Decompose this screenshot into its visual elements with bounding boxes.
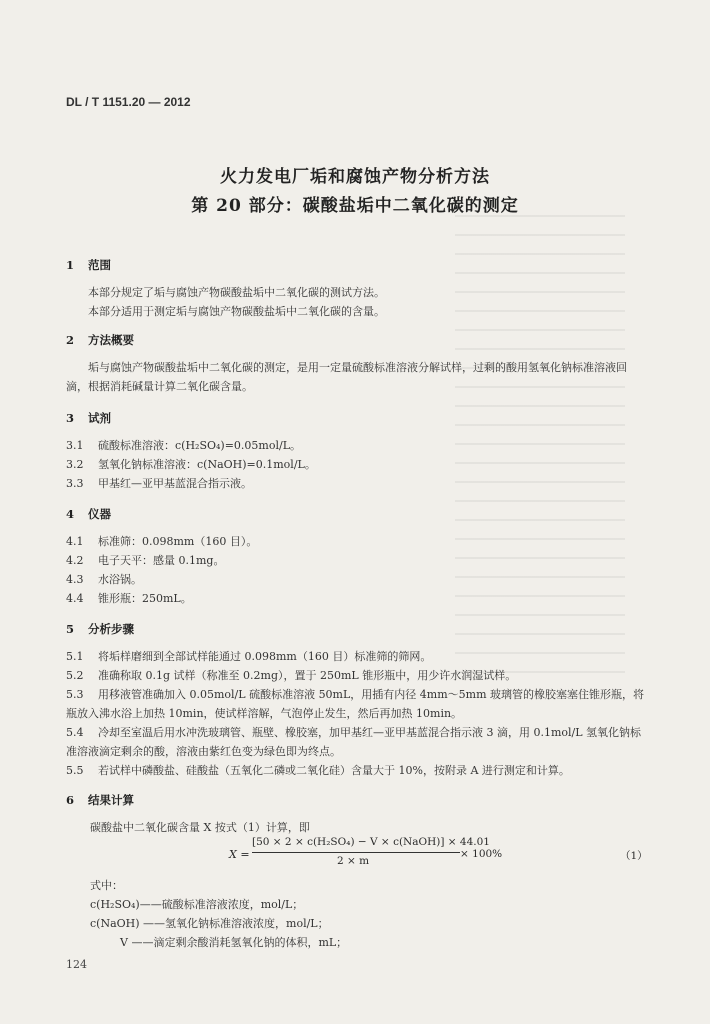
section-title: 仪器	[88, 507, 111, 521]
list-item	[66, 474, 644, 493]
item-text: 甲基红—亚甲基蓝混合指示液。	[98, 477, 252, 490]
section-number: 2	[66, 333, 75, 347]
paragraph: 碳酸盐中二氧化碳含量 X 按式（1）计算，即	[90, 821, 310, 834]
item-number: 5.4	[66, 726, 84, 739]
list-item	[66, 551, 644, 570]
item-number: 4.2	[66, 554, 84, 567]
list-item	[66, 685, 644, 723]
document-subtitle: 第 20 部分：碳酸盐垢中二氧化碳的测定	[191, 196, 519, 216]
item-text: 硫酸标准溶液：c(H₂SO₄)=0.05mol/L。	[98, 439, 301, 452]
item-number: 5.1	[66, 650, 84, 663]
section-number: 4	[66, 507, 75, 521]
item-number: 5.3	[66, 688, 84, 701]
item-text: 标准筛：0.098mm（160 目）。	[98, 535, 258, 548]
item-text: 锥形瓶：250mL。	[98, 592, 192, 605]
item-number: 4.4	[66, 592, 84, 605]
section-title: 范围	[88, 258, 111, 272]
formula-1	[0, 836, 710, 876]
equation-number: （1）	[620, 850, 648, 862]
item-number: 5.5	[66, 764, 84, 777]
list-item	[66, 761, 644, 780]
formula-numerator: [50 × 2 × c(H₂SO₄) − V × c(NaOH)] × 44.01	[252, 836, 490, 848]
section-number: 6	[66, 793, 75, 807]
formula-denominator: 2 × m	[337, 855, 370, 867]
item-number: 3.1	[66, 439, 84, 452]
fraction-bar	[252, 852, 460, 853]
section-title: 结果计算	[88, 793, 134, 807]
item-text: 若试样中磷酸盐、硅酸盐（五氧化二磷或二氧化硅）含量大于 10%，按附录 A 进行测定和计算。	[98, 764, 570, 777]
item-number: 5.2	[66, 669, 84, 682]
list-item	[66, 589, 644, 608]
item-text: 冷却至室温后用水冲洗玻璃管、瓶壁、橡胶塞，加甲基红—亚甲基蓝混合指示液 3 滴，用 0.1mol/L 氢氧化钠标准溶液滴定剩余的酸，溶液由紫红色变为绿色即为终点。	[66, 726, 642, 758]
list-item	[66, 532, 644, 551]
paragraph: 本部分规定了垢与腐蚀产物碳酸盐垢中二氧化碳的测试方法。	[88, 286, 385, 299]
section-heading-4	[66, 506, 111, 522]
item-text: 氢氧化钠标准溶液：c(NaOH)=0.1mol/L。	[98, 458, 316, 471]
item-text: 用移液管准确加入 0.05mol/L 硫酸标准溶液 50mL，用插有内径 4mm～5mm 玻璃管的橡胶塞塞住锥形瓶，将瓶放入沸水浴上加热 10min，使试样溶解，气泡停止发生，然后再加热 10min。	[66, 688, 645, 720]
formula-lhs: X =	[229, 848, 250, 861]
paragraph: 本部分适用于测定垢与腐蚀产物碳酸盐垢中二氧化碳的含量。	[88, 305, 385, 318]
item-text: 水浴锅。	[98, 573, 142, 586]
section-heading-2	[66, 332, 134, 348]
list-item	[66, 570, 644, 589]
item-number: 4.1	[66, 535, 84, 548]
where-label: 式中：	[90, 879, 123, 892]
formula-tail: × 100%	[460, 848, 503, 860]
list-item	[66, 436, 644, 455]
section-heading-1	[66, 257, 111, 273]
item-number: 3.3	[66, 477, 84, 490]
section-heading-5	[66, 621, 134, 637]
paragraph: 垢与腐蚀产物碳酸盐垢中二氧化碳的测定，是用一定量硫酸标准溶液分解试样，过剩的酸用氢氧化钠标准溶液回滴，根据消耗碱量计算二氧化碳含量。	[66, 361, 627, 393]
item-number: 3.2	[66, 458, 84, 471]
where-item: V ——滴定剩余酸消耗氢氧化钠的体积，mL；	[120, 936, 348, 949]
standard-code: DL / T 1151.20 — 2012	[66, 95, 191, 109]
section-heading-3	[66, 410, 111, 426]
section-number: 3	[66, 411, 75, 425]
list-item	[66, 666, 644, 685]
where-item: c(NaOH) ——氢氧化钠标准溶液浓度，mol/L；	[90, 917, 329, 930]
item-text: 电子天平：感量 0.1mg。	[98, 554, 225, 567]
list-item	[66, 723, 644, 761]
section-title: 方法概要	[88, 333, 134, 347]
section-number: 5	[66, 622, 75, 636]
item-text: 准确称取 0.1g 试样（称准至 0.2mg），置于 250mL 锥形瓶中，用少许水润湿试样。	[98, 669, 517, 682]
list-item	[66, 647, 644, 666]
list-item	[66, 455, 644, 474]
item-text: 将垢样磨细到全部试样能通过 0.098mm（160 目）标准筛的筛网。	[98, 650, 432, 663]
section-heading-6	[66, 792, 134, 808]
where-item: c(H₂SO₄)——硫酸标准溶液浓度，mol/L；	[90, 898, 304, 911]
section-number: 1	[66, 258, 75, 272]
item-number: 4.3	[66, 573, 84, 586]
page-number: 124	[66, 958, 87, 971]
section-title: 分析步骤	[88, 622, 134, 636]
section-title: 试剂	[88, 411, 111, 425]
document-title: 火力发电厂垢和腐蚀产物分析方法	[220, 167, 490, 187]
